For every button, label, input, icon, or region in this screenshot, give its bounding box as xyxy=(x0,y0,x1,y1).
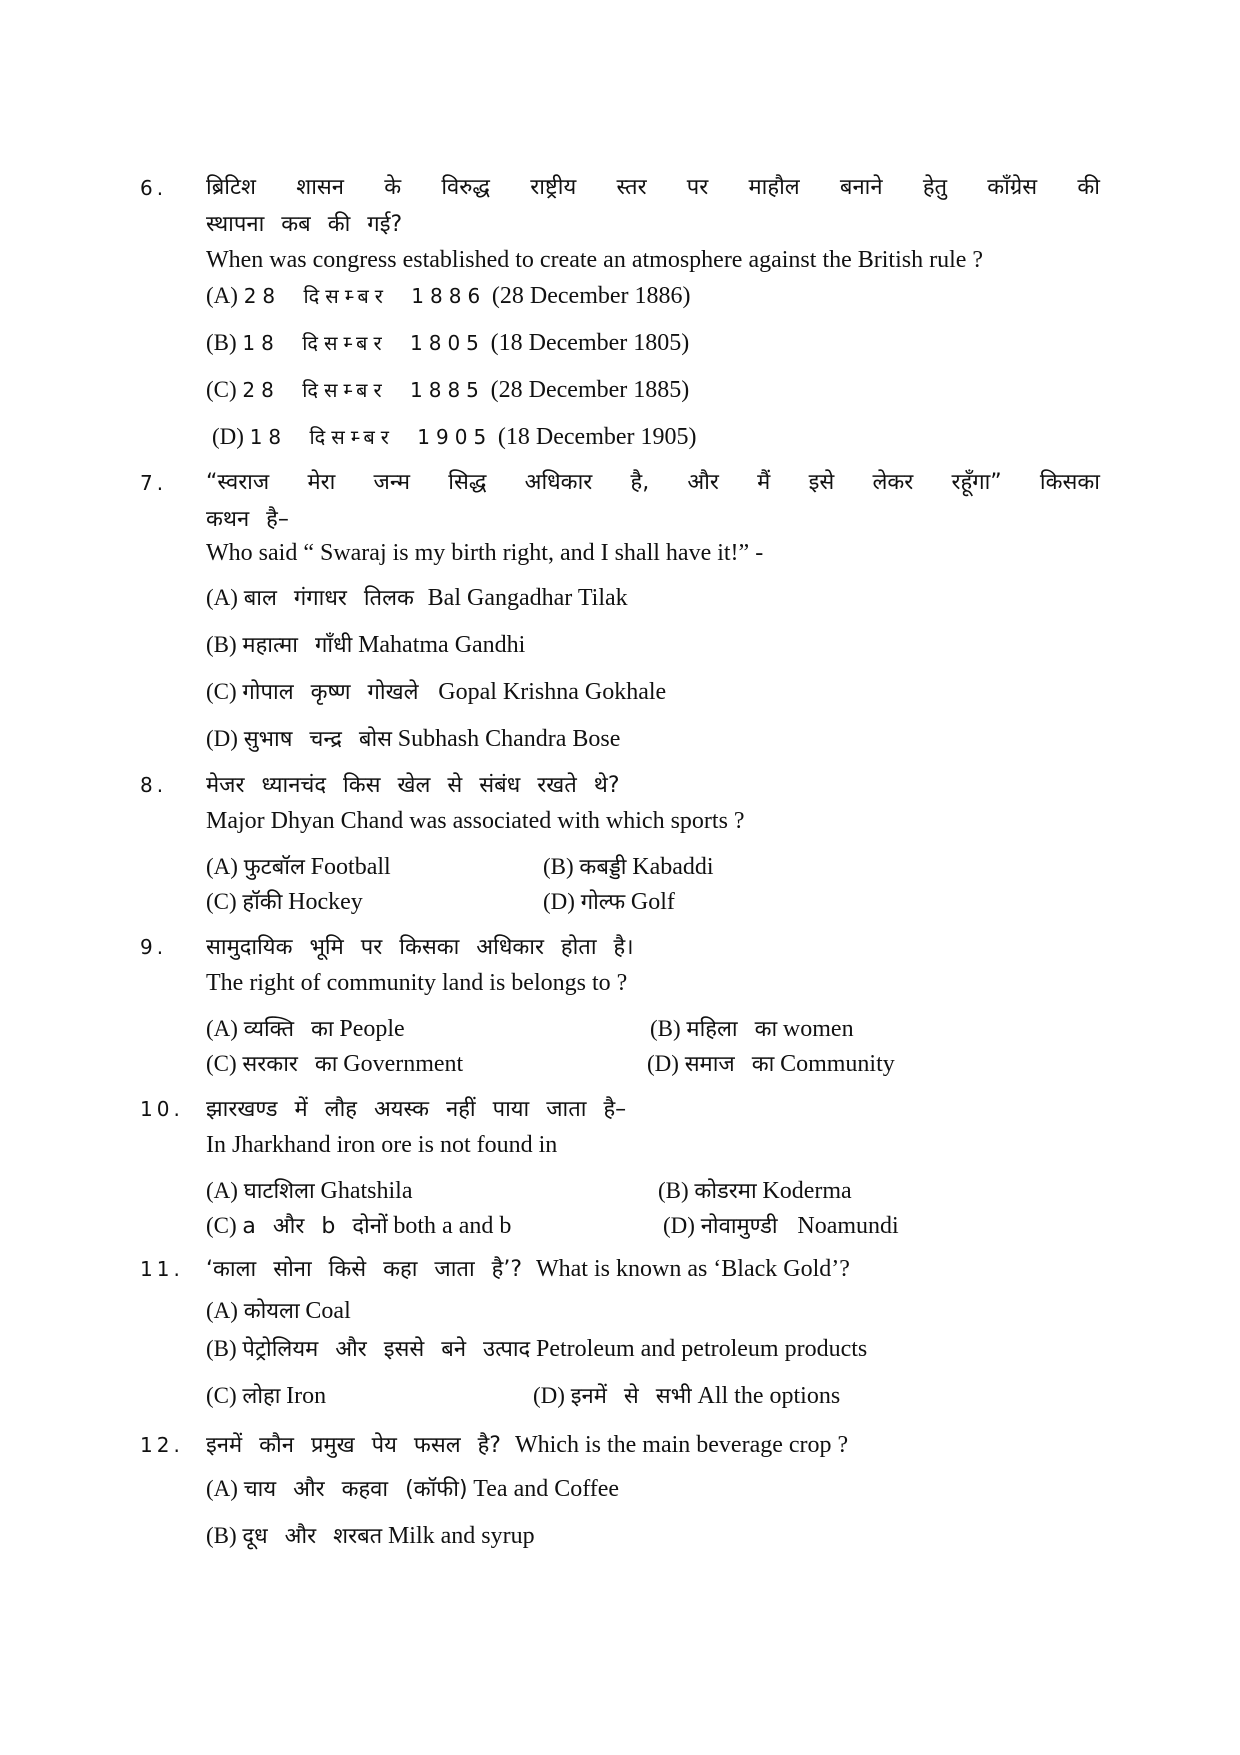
question-hindi-line-1: ब्रिटिश शासन के विरुद्ध राष्ट्रीय स्तर पर माहौल बनाने हेतु काँग्रेस की xyxy=(206,175,1100,200)
question-number: 11. xyxy=(140,1257,184,1281)
option-c: (C) a और b दोनों both a and b xyxy=(206,1213,512,1239)
option-a: (A) बाल गंगाधर तिलक Bal Gangadhar Tilak xyxy=(206,585,628,611)
option-b: (B) महात्मा गाँधी Mahatma Gandhi xyxy=(206,632,526,658)
option-d: (D) सुभाष चन्द्र बोस Subhash Chandra Bose xyxy=(206,726,621,752)
question-english: When was congress established to create an atmosphere against the British rule ? xyxy=(206,247,984,273)
question-number: 9. xyxy=(140,935,168,959)
option-a: (A) कोयला Coal xyxy=(206,1298,351,1324)
option-a: (A) फुटबॉल Football xyxy=(206,854,391,880)
option-a: (A) चाय और कहवा (कॉफी) Tea and Coffee xyxy=(206,1476,620,1502)
option-d: (D) 18 दिसम्बर 1905 (18 December 1905) xyxy=(212,424,697,450)
question-text: इनमें कौन प्रमुख पेय फसल है? Which is the main beverage crop ? xyxy=(206,1432,849,1458)
question-english: Major Dhyan Chand was associated with which sports ? xyxy=(206,808,745,834)
question-number: 8. xyxy=(140,773,168,797)
option-c: (C) गोपाल कृष्ण गोखले Gopal Krishna Gokhale xyxy=(206,679,667,705)
option-c: (C) 28 दिसम्बर 1885 (28 December 1885) xyxy=(206,377,690,403)
question-english: In Jharkhand iron ore is not found in xyxy=(206,1132,558,1158)
option-b: (B) कबड्डी Kabaddi xyxy=(543,854,714,880)
question-hindi-line-2: स्थापना कब की गई? xyxy=(206,212,403,237)
option-b: (B) कोडरमा Koderma xyxy=(658,1178,852,1204)
question-hindi-line-1: “स्वराज मेरा जन्म सिद्ध अधिकार है, और मैं इसे लेकर रहूँगा” किसका xyxy=(206,470,1100,495)
question-number: 7. xyxy=(140,471,168,495)
option-b: (B) पेट्रोलियम और इससे बने उत्पाद Petroleum and petroleum products xyxy=(206,1336,868,1362)
question-english: Who said “ Swaraj is my birth right, and I shall have it!” - xyxy=(206,540,764,566)
question-hindi-line-2: कथन है– xyxy=(206,507,289,532)
question-number: 6. xyxy=(140,176,168,200)
question-hindi-line-1: सामुदायिक भूमि पर किसका अधिकार होता है। xyxy=(206,935,634,960)
question-english: The right of community land is belongs to ? xyxy=(206,970,628,996)
option-c: (C) सरकार का Government xyxy=(206,1051,464,1077)
question-hindi-line-1: झारखण्ड में लौह अयस्क नहीं पाया जाता है– xyxy=(206,1097,627,1122)
option-d: (D) गोल्फ Golf xyxy=(543,889,675,915)
question-number: 10. xyxy=(140,1097,184,1121)
question-number: 12. xyxy=(140,1433,184,1457)
option-c: (C) लोहा Iron xyxy=(206,1383,327,1409)
option-b: (B) दूध और शरबत Milk and syrup xyxy=(206,1523,535,1549)
question-hindi-line-1: मेजर ध्यानचंद किस खेल से संबंध रखते थे? xyxy=(206,773,620,798)
option-a: (A) 28 दिसम्बर 1886 (28 December 1886) xyxy=(206,283,691,309)
option-d: (D) समाज का Community xyxy=(647,1051,895,1077)
option-a: (A) घाटशिला Ghatshila xyxy=(206,1178,413,1204)
option-d: (D) इनमें से सभी All the options xyxy=(533,1383,841,1409)
option-c: (C) हॉकी Hockey xyxy=(206,889,363,915)
question-text: ‘काला सोना किसे कहा जाता है’? What is known as ‘Black Gold’? xyxy=(206,1256,850,1282)
option-d: (D) नोवामुण्डी Noamundi xyxy=(663,1213,899,1239)
option-b: (B) 18 दिसम्बर 1805 (18 December 1805) xyxy=(206,330,690,356)
option-a: (A) व्यक्ति का People xyxy=(206,1016,405,1042)
option-b: (B) महिला का women xyxy=(650,1016,854,1042)
